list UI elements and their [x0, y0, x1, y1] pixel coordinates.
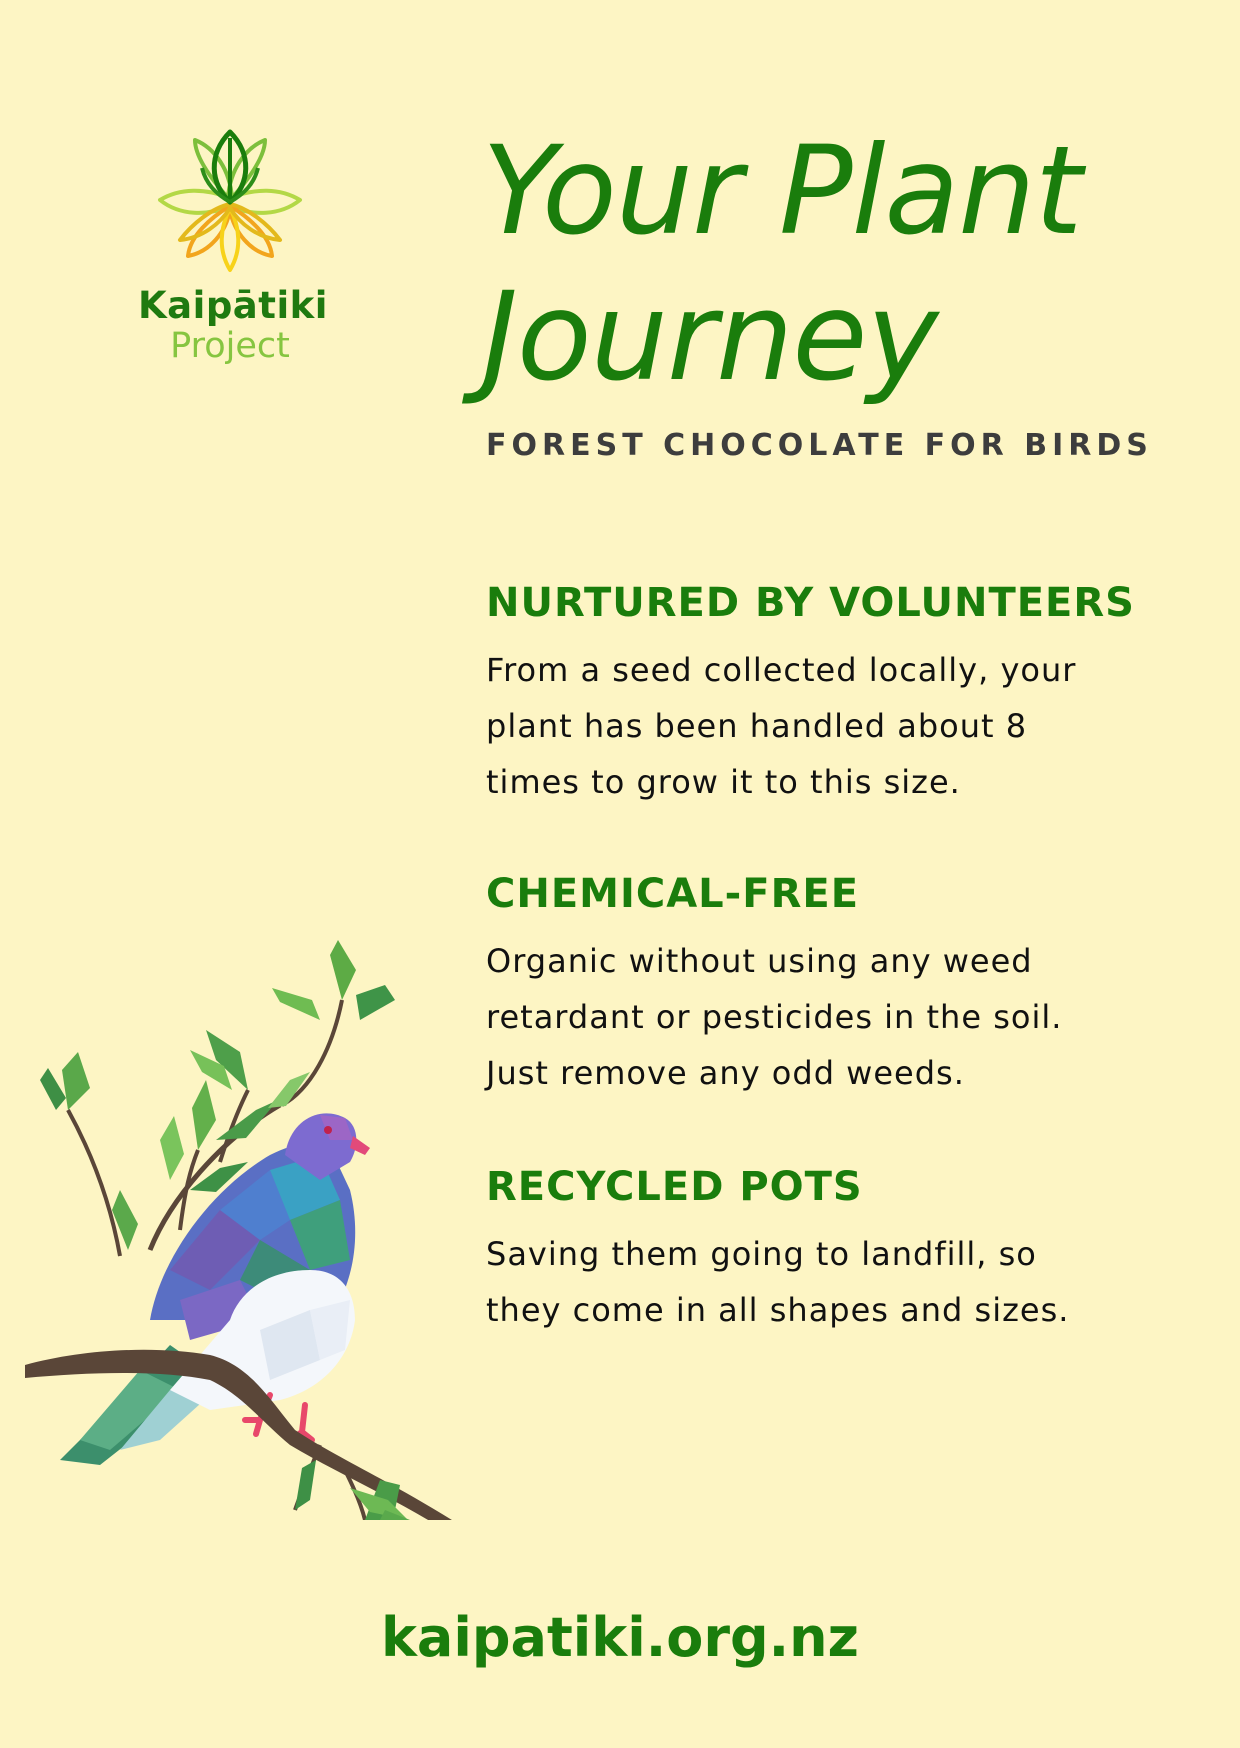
section-body: [486, 933, 1186, 1101]
section-heading: RECYCLED POTS: [486, 1164, 863, 1210]
title-line-1: Your Plant: [482, 120, 1082, 262]
section-heading: NURTURED BY VOLUNTEERS: [486, 580, 1135, 626]
kereru-bird-on-branch-icon: [20, 940, 540, 1520]
section-recycled-pots: [486, 1162, 1186, 1338]
body-line: Organic without using any weed: [486, 942, 1033, 980]
body-line: times to grow it to this size.: [486, 763, 961, 801]
kaipatiki-logo[interactable]: [138, 128, 328, 378]
title-line-2: Journey: [482, 266, 938, 408]
page-title: [482, 118, 1202, 410]
section-nurtured-by-volunteers: [486, 578, 1186, 810]
kereru-bird-illustration: [20, 940, 540, 1520]
website-link[interactable]: kaipatiki.org.nz: [381, 1606, 859, 1669]
page-subtitle: FOREST CHOCOLATE FOR BIRDS: [486, 428, 1153, 463]
body-line: retardant or pesticides in the soil.: [486, 998, 1063, 1036]
section-heading: CHEMICAL-FREE: [486, 871, 860, 917]
body-line: plant has been handled about 8: [486, 707, 1028, 745]
section-body: [486, 1226, 1186, 1338]
body-line: From a seed collected locally, your: [486, 651, 1077, 689]
body-line: Saving them going to landfill, so: [486, 1235, 1037, 1273]
logo-subtitle: Project: [170, 326, 290, 366]
body-line: Just remove any odd weeds.: [486, 1054, 965, 1092]
section-chemical-free: [486, 869, 1186, 1101]
section-body: [486, 642, 1186, 810]
leaf-mandala-icon: [150, 128, 310, 278]
logo-name: Kaipātiki: [138, 284, 328, 327]
body-line: they come in all shapes and sizes.: [486, 1291, 1070, 1329]
